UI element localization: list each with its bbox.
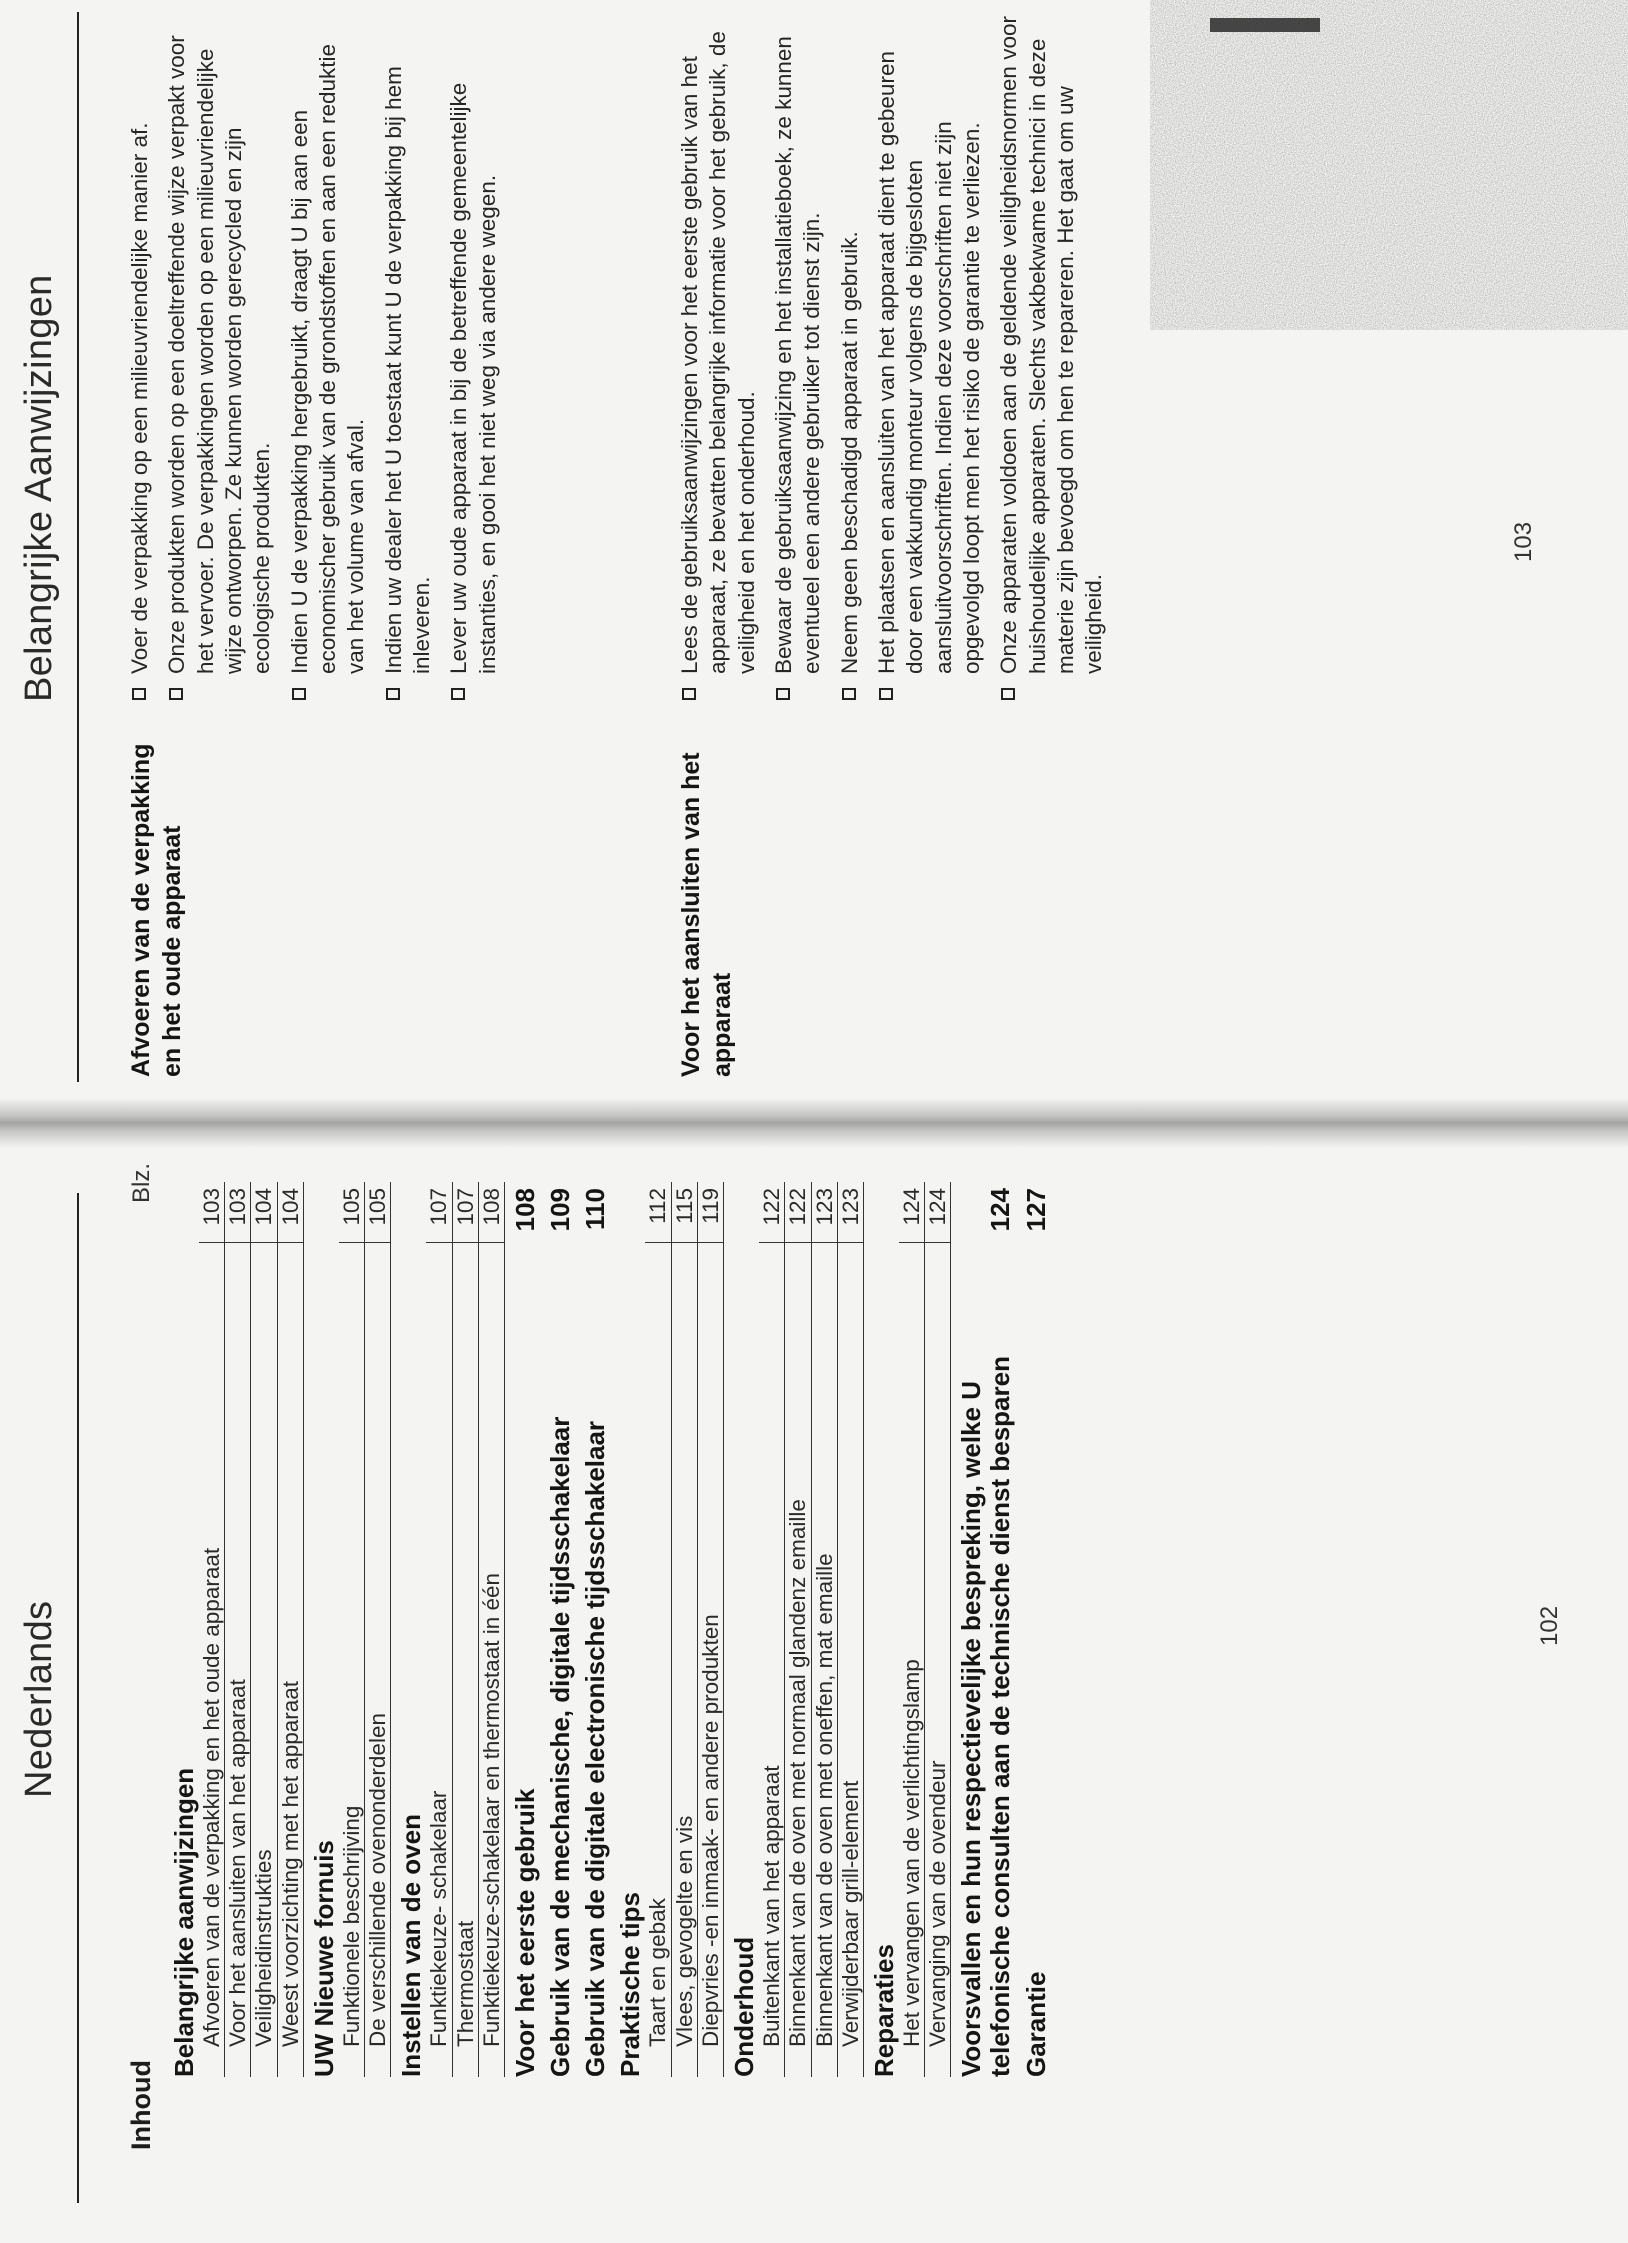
- toc-entry-page: 103: [199, 1182, 224, 1243]
- bullet-text: Onze apparaten voldoen aan de geldende veiligheidsnormen voor huishoudelijke apparaten. Slechts vakbekwame technici in deze materie zijn bevoegd om hen te repareren. Het gaat om uw veiligheid.: [996, 16, 1107, 674]
- bullet-text: Onze produkten worden op een doeltreffende wijze verpakt voor het vervoer. De verpakkingen worden op een milieuvriendelijke wijze ontworpen. Ze kunnen worden gerecycled en zijn ecologische produkten.: [164, 35, 275, 674]
- toc-entry-page: 122: [759, 1182, 784, 1243]
- toc-entry: [251, 1182, 277, 2077]
- bullet-text: Neem geen beschadigd apparaat in gebruik.: [836, 231, 862, 674]
- toc-entry-page: 110: [580, 1188, 611, 1230]
- toc-entry-page: 124: [899, 1182, 924, 1243]
- header-rule: [77, 1193, 79, 2203]
- toc-entry-text: Praktische tips: [615, 1892, 646, 2077]
- checkbox-bullet-icon: [1001, 688, 1015, 700]
- toc-entry-page: 123: [812, 1182, 837, 1243]
- toc-entry-page: 104: [278, 1182, 303, 1243]
- toc-entry-text: Garantie: [1020, 1971, 1051, 2077]
- toc-entry-page: 107: [426, 1182, 451, 1243]
- toc-entry: [225, 1182, 251, 2077]
- checkbox-bullet-icon: [386, 688, 400, 700]
- toc-entry-text: Diepvries -en inmaak- en andere produkten: [697, 1614, 723, 2047]
- toc-entry-text: Verwijderbaar grill-element: [837, 1780, 863, 2047]
- toc-entry-page: 119: [698, 1182, 723, 1243]
- toc-entry-page: 122: [785, 1182, 810, 1243]
- checkbox-bullet-icon: [776, 688, 790, 700]
- toc-entry-text: Belangrijke aanwijzingen: [169, 1767, 199, 2077]
- toc-entry: [838, 1182, 864, 2077]
- page-column-label: Blz.: [128, 1162, 155, 1203]
- toc-entry-text: Het vervangen van de verlichtingslamp: [898, 1659, 924, 2047]
- toc-section: [397, 1182, 426, 2077]
- bullet-text: Het plaatsen en aansluiten van het apparaat dient te gebeuren door een vakkundig monteur volgens de bijgesloten aansluitvoorschriften. Indien deze voorschriften niet zijn opgevolgd loopt men het risiko de garantie te verliezen.: [874, 51, 985, 674]
- bullet-list: [676, 12, 1118, 702]
- toc-entry-page: 108: [510, 1188, 541, 1232]
- bullet-item: [770, 12, 827, 702]
- toc-entry: [339, 1182, 365, 2077]
- toc-entry: [899, 1182, 925, 2077]
- toc-entry-text: Thermostaat: [452, 1920, 478, 2047]
- toc-entry-page: 124: [925, 1182, 950, 1243]
- toc-section: [170, 1182, 199, 2077]
- toc-entry-text: Reparaties: [868, 1944, 899, 2077]
- toc-entry-text: Onderhoud: [729, 1936, 760, 2077]
- toc-entry: [925, 1182, 951, 2077]
- toc-entry-text: Vlees, gevogelte en vis: [671, 1815, 697, 2047]
- toc-entry-page: 123: [838, 1182, 863, 1243]
- page-title: Belangrijke Aanwijzingen: [18, 274, 60, 702]
- toc-entry-text: Funktionele beschrijving: [338, 1805, 364, 2047]
- bullet-text: Lever uw oude apparaat in bij de betreffende gemeentelijke instanties, en gooi het niet weg via andere wegen.: [446, 82, 500, 674]
- checkbox-bullet-icon: [451, 688, 465, 700]
- checkbox-bullet-icon: [879, 688, 893, 700]
- toc-entry: [812, 1182, 838, 2077]
- toc-entry-text: Veiligheidinstrukties: [251, 1849, 277, 2047]
- toc-entry: [278, 1182, 304, 2077]
- bullet-text: Indien U de verpakking hergebruikt, draagt U bij aan een economischer gebruik van de grondstoffen en aan een reduktie van het volume van afval.: [286, 43, 369, 674]
- toc-entry-text: Weest voorzichting met het apparaat: [277, 1680, 303, 2047]
- toc-entry: [759, 1182, 785, 2077]
- toc-entry-text: Funktiekeuze-schakelaar en thermostaat in één: [478, 1572, 504, 2047]
- toc-entry: [365, 1182, 391, 2077]
- checkbox-bullet-icon: [169, 688, 183, 700]
- bullet-item: [445, 12, 502, 702]
- toc-entry-text: Voor het eerste gebruik: [510, 1788, 541, 2077]
- toc-section: [511, 1182, 540, 2077]
- toc-entry: [698, 1182, 724, 2077]
- toc-entry-page: 127: [1020, 1188, 1051, 1232]
- table-of-contents: [170, 1182, 1051, 2077]
- toc-entry-page: 112: [645, 1182, 670, 1243]
- left-page: [0, 1122, 1628, 2243]
- toc-entry-text: UW Nieuwe fornuis: [308, 1840, 339, 2077]
- bullet-text: Bewaar de gebruiksaanwijzing en het installatieboek, ze kunnen eventueel een andere gebruiker tot dienst zijn.: [771, 36, 825, 674]
- bullet-item: [995, 12, 1108, 702]
- toc-section: [581, 1182, 610, 2077]
- toc-entry-text: Voorsvallen en hun respectievelijke bespreking, welke U telefonische consulten aan de technische dienst besparen: [956, 1356, 1016, 2077]
- bullet-list: [126, 12, 511, 702]
- toc-entry: [453, 1182, 479, 2077]
- toc-entry-text: Voor het aansluiten van het apparaat: [225, 1679, 251, 2047]
- bullet-item: [126, 12, 154, 702]
- toc-entry-text: Gebruik van de digitale electronische tijdsschakelaar: [580, 1420, 611, 2077]
- toc-entry-text: Binnenkant van de oven met oneffen, mat emaille: [811, 1553, 837, 2047]
- toc-entry-text: Instellen van de oven: [396, 1814, 427, 2077]
- contents-label: Inhoud: [126, 2060, 156, 2150]
- bullet-item: [380, 12, 437, 702]
- toc-entry-page: 105: [339, 1182, 364, 1243]
- checkbox-bullet-icon: [132, 688, 146, 700]
- toc-entry-page: 115: [672, 1182, 697, 1243]
- toc-section: [1022, 1182, 1051, 2077]
- checkbox-bullet-icon: [842, 688, 856, 700]
- checkbox-bullet-icon: [682, 688, 696, 700]
- toc-section: [616, 1182, 645, 2077]
- toc-section: [730, 1182, 759, 2077]
- page-title: Nederlands: [18, 1600, 60, 1798]
- toc-entry-text: De verschillende ovenonderdelen: [365, 1713, 391, 2047]
- toc-section: [870, 1182, 899, 2077]
- toc-entry: [672, 1182, 698, 2077]
- checkbox-bullet-icon: [292, 688, 306, 700]
- toc-entry-page: 105: [365, 1182, 390, 1243]
- bullet-item: [836, 12, 864, 702]
- toc-entry-page: 109: [545, 1188, 576, 1232]
- bullet-text: Lees de gebruiksaanwijzingen voor het eerste gebruik van het apparaat, ze bevatten belangrijke informatie voor het gebruik, de veiligheid en het onderhoud.: [677, 31, 759, 674]
- toc-entry-text: Gebruik van de mechanische, digitale tijdsschakelaar: [545, 1416, 576, 2077]
- bullet-item: [676, 12, 761, 702]
- toc-entry: [426, 1182, 452, 2077]
- toc-entry-text: Funktiekeuze- schakelaar: [426, 1790, 452, 2047]
- toc-entry-page: 124: [985, 1188, 1016, 1232]
- toc-entry-page: 104: [251, 1182, 276, 1243]
- toc-section: [310, 1182, 339, 2077]
- section-heading: Voor het aansluiten van het apparaat: [677, 752, 736, 1077]
- page-number: 102: [1536, 1605, 1563, 1646]
- header-rule: [77, 12, 79, 1082]
- page-number: 103: [1510, 521, 1537, 562]
- toc-section: [546, 1182, 575, 2077]
- bullet-text: Indien uw dealer het U toestaat kunt U de verpakking bij hem inleveren.: [380, 66, 435, 674]
- section-heading: Afvoeren van de verpakking en het oude apparaat: [127, 743, 186, 1077]
- toc-entry-text: Taart en gebak: [645, 1898, 671, 2047]
- toc-entry-page: 108: [479, 1182, 504, 1243]
- toc-entry: [785, 1182, 811, 2077]
- toc-entry-page: 103: [225, 1182, 250, 1243]
- bullet-text: Voer de verpakking op een milieuvriendelijke manier af.: [127, 122, 152, 674]
- toc-entry-text: Binnenkant van de oven met normaal glandenz emaille: [785, 1499, 811, 2047]
- toc-entry-text: Buitenkant van het apparaat: [759, 1765, 785, 2047]
- toc-entry: [479, 1182, 505, 2077]
- toc-entry-text: Vervanging van de ovendeur: [925, 1760, 951, 2047]
- toc-entry-page: 107: [453, 1182, 478, 1243]
- bullet-item: [873, 12, 986, 702]
- toc-entry-text: Afvoeren van de verpakking en het oude apparaat: [199, 1547, 225, 2047]
- bullet-item: [163, 12, 276, 702]
- toc-entry: [199, 1182, 225, 2077]
- toc-entry: [645, 1182, 671, 2077]
- bullet-item: [286, 12, 371, 702]
- toc-section: [957, 1182, 1015, 2077]
